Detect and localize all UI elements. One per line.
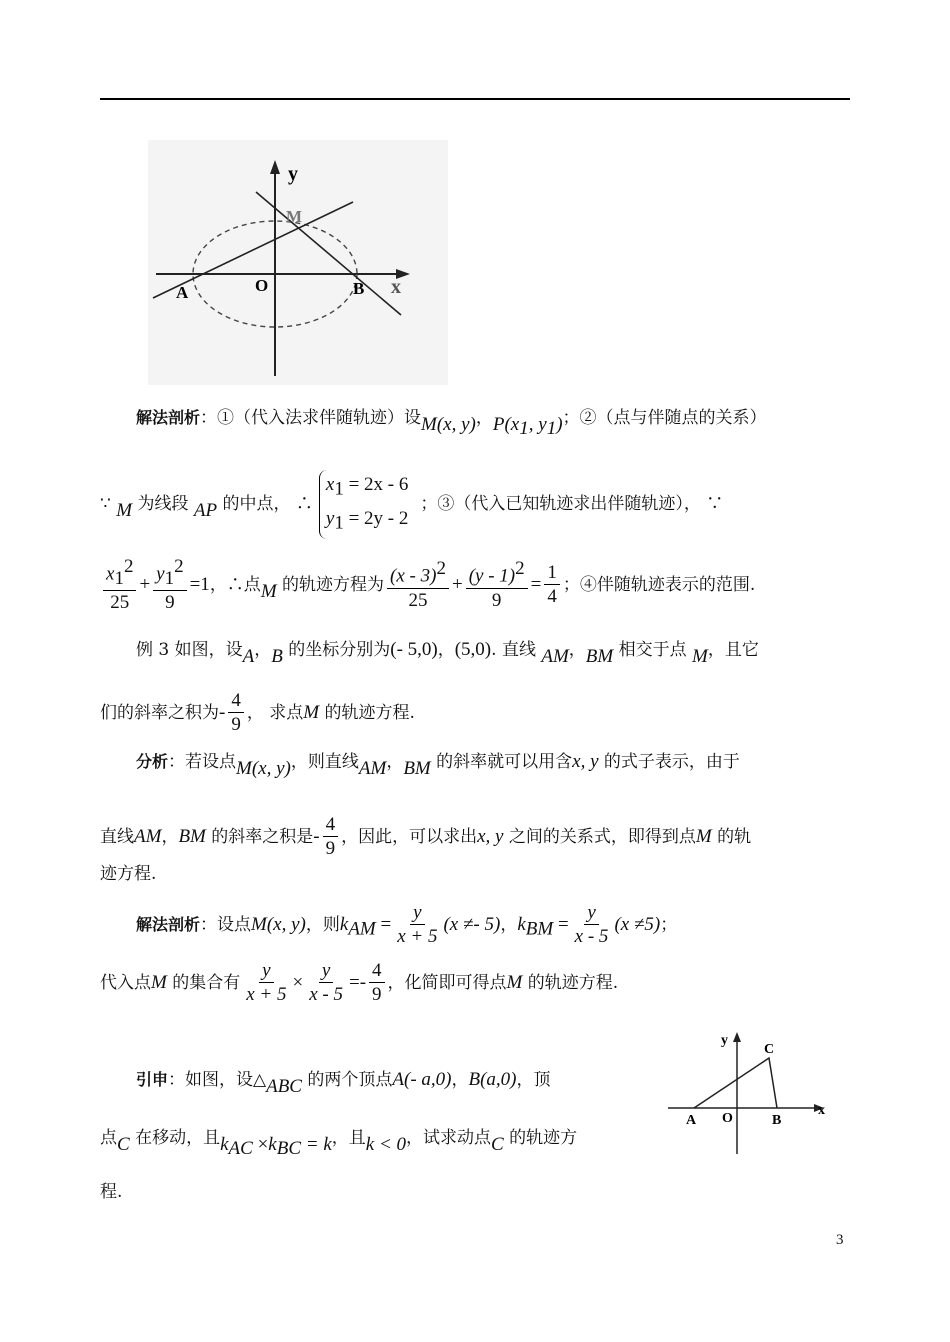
label-y: y [288, 163, 298, 185]
fraction-y-x-minus-5-b: $\frac{y}{x - 5}$ [309, 960, 343, 1005]
para-analysis-end: 迹方程. [100, 864, 157, 884]
para-midpoint-system: ∵ M 为线段 AP 的中点， $\therefore x_1 = 2x - 6$ $y_1 = 2y - 2$；③（代入已知轨迹求出伴随轨迹）， ∵ [100, 470, 852, 539]
label2-x: x [818, 1103, 825, 1118]
label2-y: y [721, 1033, 728, 1048]
page-number: 3 [836, 1232, 844, 1248]
para-example-3: 例 3 如图，设A，B 的坐标分别为(- 5,0)，(5,0). 直线 AM，BM 相交于点 M，且它 [136, 639, 759, 667]
fraction-x-minus-3: $\frac{(x - 3)^2}{25}$ [387, 558, 449, 612]
fraction-one-quarter: $\frac{1}{4}$ [544, 562, 560, 609]
equation-system: $x_1 = 2x - 6$ $y_1 = 2y - 2$ [319, 470, 414, 539]
fraction-y1-9: $\frac{y_1^2}{9}$ [153, 556, 186, 615]
fraction-y-minus-1: $\frac{(y - 1)^2}{9}$ [466, 558, 528, 612]
label2-A: A [686, 1113, 697, 1128]
fraction-x1-25: $\frac{x_1^2}{25}$ [103, 556, 136, 615]
heading-solution-analysis: 解法剖析 [136, 408, 201, 427]
fraction-y-over-x-plus-5: $\frac{y}{x + 5}$ [397, 902, 438, 947]
label2-C: C [764, 1042, 775, 1057]
fraction-four-ninths: $\frac{4}{9}$ [228, 690, 244, 737]
figure-ellipse-diagram [148, 140, 448, 385]
label-x: x [391, 276, 401, 298]
fraction-four-ninths-3: $\frac{4}{9}$ [369, 960, 385, 1007]
fraction-y-over-x-minus-5: $\frac{y}{x - 5}$ [574, 902, 609, 947]
para-solution-analysis-2: 解法剖析：设点M(x, y)，则$k_{AM}$ = $\frac{y}{x + 5}$ (x ≠- 5)，$k_{BM}$ = $\frac{y}{x - 5}$ (x ≠5)； [136, 902, 678, 947]
triangle-ABC [694, 1058, 777, 1108]
label-A: A [176, 283, 189, 302]
label-B: B [353, 279, 365, 298]
label-M: M [286, 207, 303, 226]
y-axis-arrow-2 [733, 1032, 741, 1042]
para-extension-end: 程. [100, 1182, 123, 1202]
para-solution-analysis-1: 解法剖析：①（代入法求伴随轨迹）设M(x, y)，$P(x_1$, $y_1$)；②（点与伴随点的关系） [136, 408, 767, 440]
fraction-y-x-plus-5-b: $\frac{y}{x + 5}$ [246, 960, 287, 1005]
label2-B: B [772, 1113, 782, 1128]
fraction-four-ninths-2: $\frac{4}{9}$ [323, 814, 339, 861]
label2-O: O [722, 1111, 733, 1126]
para-example-3-cont: 们的斜率之积为- $\frac{4}{9}$ ， 求点M 的轨迹方程. [100, 690, 415, 735]
para-analysis-cont: 直线AM，BM 的斜率之积是- $\frac{4}{9}$ ，因此，可以求出x, y 之间的关系式，即得到点M 的轨 [100, 814, 752, 859]
para-analysis: 分析：若设点M(x, y)，则直线AM，BM 的斜率就可以用含x, y 的式子表示，由于 [136, 751, 740, 779]
figure-triangle-diagram [668, 1030, 838, 1160]
para-extension-cont: 点C 在移动，且$k_{AC} \times k_{BC} = k$，且k < 0，试求动点C 的轨迹方 [100, 1128, 578, 1160]
para-ellipse-equation: $\frac{x_1^2}{25}$ + $\frac{y_1^2}{9}$ =1，∴点M 的轨迹方程为 $\frac{(x - 3)^2}{25}$ + $\frac{(y - 1)^2}{9}$ = $\frac{1}{4}$ ；④伴随轨迹表示的范围. [100, 556, 852, 615]
heading-solution-analysis-2: 解法剖析 [136, 915, 201, 934]
heading-analysis: 分析 [136, 752, 169, 771]
label-O: O [255, 276, 269, 295]
para-substitution: 代入点M 的集合有 $\frac{y}{x + 5}$ × $\frac{y}{x - 5}$ =- $\frac{4}{9}$ ，化简即可得点M 的轨迹方程. [100, 960, 619, 1005]
heading-extension: 引申 [136, 1070, 169, 1089]
para-extension: 引申：如图，设△ABC 的两个顶点A(- a,0)，B(a,0)，顶 [136, 1069, 551, 1097]
header-rule [100, 98, 850, 100]
